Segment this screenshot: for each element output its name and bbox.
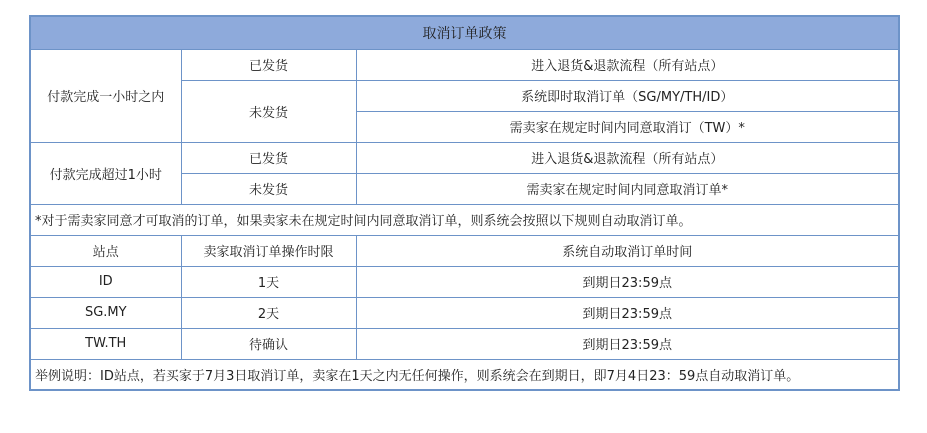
cancel-action: 需卖家在规定时间内同意取消订（TW）*: [356, 111, 899, 142]
table-row: [30, 266, 899, 297]
note-row: [30, 204, 899, 235]
table-row: [30, 328, 899, 359]
column-header-site: 站点: [30, 235, 181, 266]
time-cell: 到期日23:59点: [356, 328, 899, 359]
example-text: 举例说明：ID站点，若买家于7月3日取消订单，卖家在1天之内无任何操作，则系统会在到期日，即7月4日23：59点自动取消订单。: [30, 359, 899, 390]
shipping-status: 已发货: [181, 49, 356, 80]
shipping-status: 已发货: [181, 142, 356, 173]
column-header-limit: 卖家取消订单操作时限: [181, 235, 356, 266]
cancel-policy-table: [29, 15, 900, 391]
site-cell: SG.MY: [30, 297, 181, 328]
limit-cell: 1天: [181, 266, 356, 297]
payment-window-label: 付款完成一小时之内: [30, 49, 181, 142]
shipping-status: 未发货: [181, 173, 356, 204]
cancel-policy-container: [29, 15, 898, 391]
cancel-action: 需卖家在规定时间内同意取消订单*: [356, 173, 899, 204]
table-title: 取消订单政策: [30, 16, 899, 49]
auto-cancel-header-row: [30, 235, 899, 266]
example-row: [30, 359, 899, 390]
time-cell: 到期日23:59点: [356, 266, 899, 297]
cancel-action: 进入退货&退款流程（所有站点）: [356, 49, 899, 80]
payment-window-label: 付款完成超过1小时: [30, 142, 181, 204]
cancel-action: 进入退货&退款流程（所有站点）: [356, 142, 899, 173]
table-row: [30, 49, 899, 80]
table-title-row: [30, 16, 899, 49]
policy-note: *对于需卖家同意才可取消的订单，如果卖家未在规定时间内同意取消订单，则系统会按照以下规则自动取消订单。: [30, 204, 899, 235]
time-cell: 到期日23:59点: [356, 297, 899, 328]
limit-cell: 待确认: [181, 328, 356, 359]
shipping-status: 未发货: [181, 80, 356, 142]
column-header-time: 系统自动取消订单时间: [356, 235, 899, 266]
table-row: [30, 297, 899, 328]
limit-cell: 2天: [181, 297, 356, 328]
site-cell: TW.TH: [30, 328, 181, 359]
cancel-action: 系统即时取消订单（SG/MY/TH/ID）: [356, 80, 899, 111]
table-row: [30, 142, 899, 173]
site-cell: ID: [30, 266, 181, 297]
